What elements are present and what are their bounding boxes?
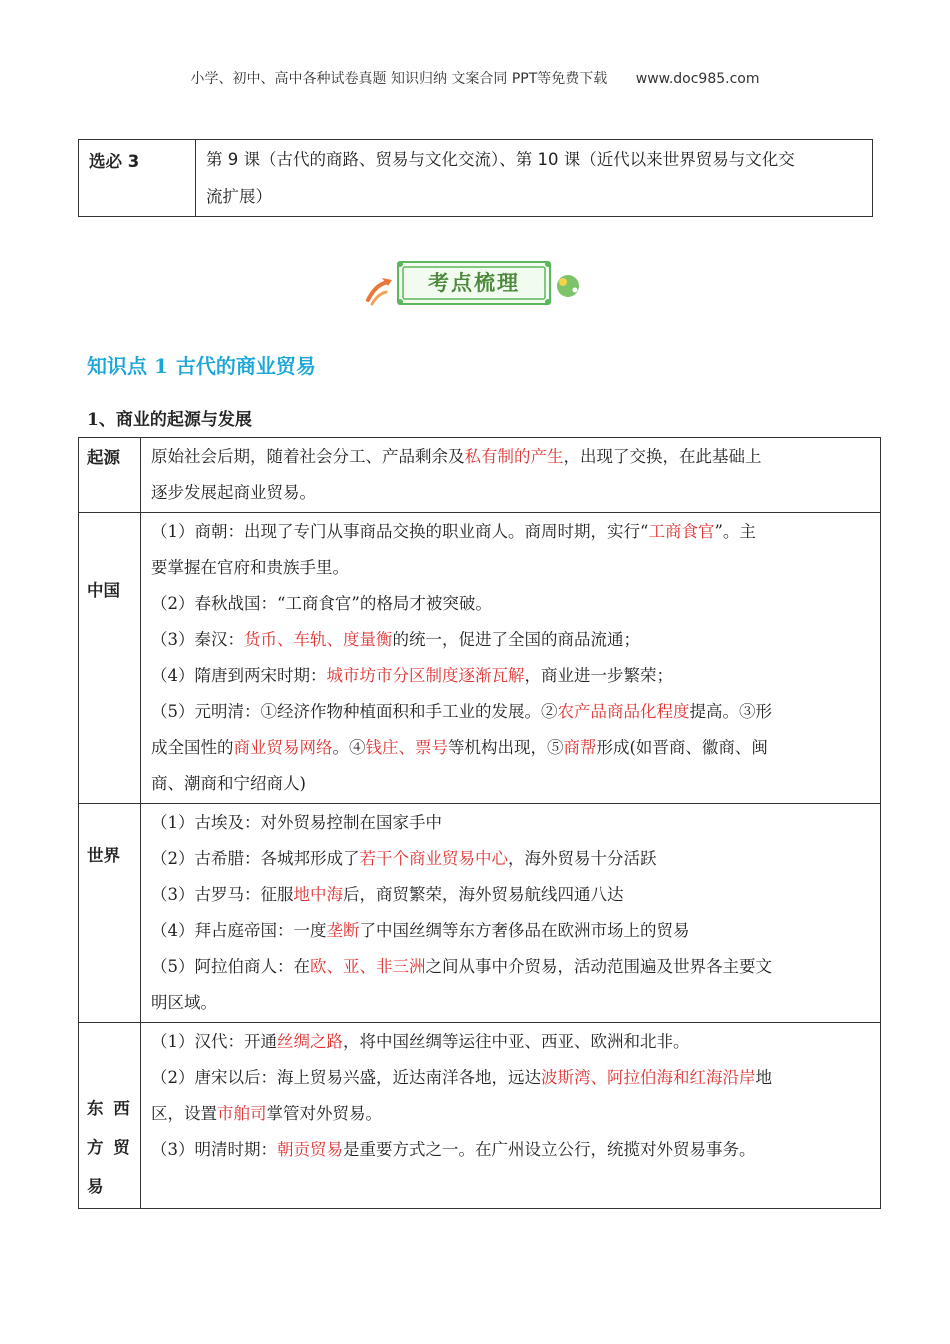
section-heading: 1、商业的起源与发展: [87, 410, 252, 430]
row-label-china: 中国: [79, 513, 141, 804]
table-row: [79, 438, 881, 513]
table-row: [79, 513, 881, 804]
row-content-origin: 原始社会后期，随着社会分工、产品剩余及私有制的产生，出现了交换，在此基础上 逐步发展起商业贸易。: [141, 438, 881, 513]
page-header: [0, 68, 950, 88]
table-row: [79, 1023, 881, 1209]
knowledge-point-heading: 知识点 1 古代的商业贸易: [87, 354, 316, 378]
kaodian-banner: [362, 256, 582, 310]
row-content-world: （1）古埃及：对外贸易控制在国家手中 （2）古希腊：各城邦形成了若干个商业贸易中心，海外贸易十分活跃 （3）古罗马：征服地中海后，商贸繁荣，海外贸易航线四通八达 （4）拜占庭帝国：一度垄断了中国丝绸等东方奢侈品在欧洲市场上的贸易 （5）阿拉伯商人：在欧、亚、非三洲之间从事中介贸易，活动范围遍及世界各主要文 明区域。: [141, 804, 881, 1023]
row-label-east-west: 东 西 方 贸 易: [79, 1023, 141, 1209]
course-content: 第 9 课（古代的商路、贸易与文化交流）、第 10 课（近代以来世界贸易与文化交 流扩展）: [196, 140, 873, 217]
row-label-world: 世界: [79, 804, 141, 1023]
row-label-origin: 起源: [79, 438, 141, 513]
header-url[interactable]: www.doc985.com: [635, 71, 760, 87]
table-row: [79, 804, 881, 1023]
header-text: 小学、初中、高中各种试卷真题 知识归纳 文案合同 PPT等免费下载: [190, 71, 608, 87]
row-content-east-west: （1）汉代：开通丝绸之路，将中国丝绸等运往中亚、西亚、欧洲和北非。 （2）唐宋以后：海上贸易兴盛，近达南洋各地，远达波斯湾、阿拉伯海和红海沿岸地 区，设置市舶司掌管对外贸易。 （3）明清时期：朝贡贸易是重要方式之一。在广州设立公行，统揽对外贸易事务。: [141, 1023, 881, 1209]
commerce-table: [78, 437, 881, 1209]
banner-text: 考点梳理: [428, 271, 520, 295]
course-label: 选必 3: [79, 140, 196, 217]
course-table: [78, 139, 873, 217]
row-content-china: （1）商朝：出现了专门从事商品交换的职业商人。商周时期，实行“工商食官”。主 要掌握在官府和贵族手里。 （2）春秋战国：“工商食官”的格局才被突破。 （3）秦汉：货币、车轨、度量衡的统一，促进了全国的商品流通； （4）隋唐到两宋时期：城市坊市分区制度逐渐瓦解，商业进一步繁荣； （5）元明清：①经济作物种植面积和手工业的发展。②农产品商品化程度提高。③形 成全国性的商业贸易网络。④钱庄、票号等机构出现，⑤商帮形成(如晋商、徽商、闽 商、潮商和宁绍商人): [141, 513, 881, 804]
